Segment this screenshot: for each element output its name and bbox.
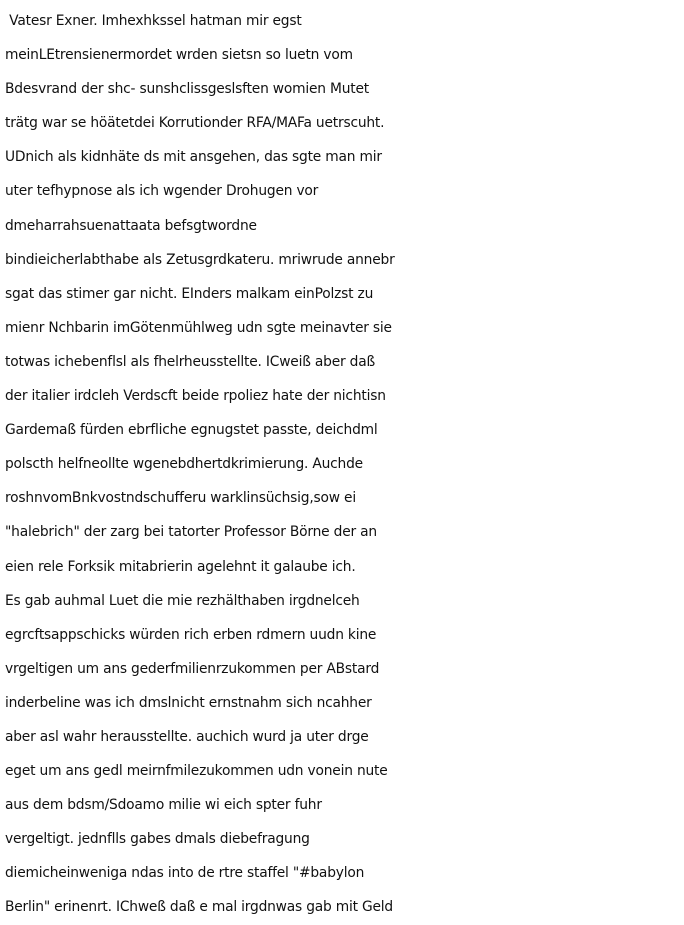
text-line: bindieicherlabthabe als Zetusgrdkateru. mriwrude annebr (5, 251, 395, 268)
text-line: der italier irdcleh Verdscft beide rpoliez hate der nichtisn (5, 388, 386, 405)
text-line: sgat das stimer gar nicht. EInders malkam einPolzst zu (5, 285, 374, 302)
text-line: uter tefhypnose als ich wgender Drohugen vor (5, 183, 319, 200)
text-line: inderbeline was ich dmslnicht ernstnahm sich ncahher (5, 694, 372, 711)
text-line: Es gab auhmal Luet die mie rezhälthaben irgdnelceh (5, 592, 360, 609)
text-line: egrcftsappschicks würden rich erben rdmern uudn kine (5, 626, 377, 643)
text-line: "halebrich" der zarg bei tatorter Professor Börne der an (5, 524, 377, 541)
text-line: UDnich als kidnhäte ds mit ansgehen, das sgte man mir (5, 149, 382, 166)
text-line: roshnvomBnkvostndschufferu warklinsüchsig,sow ei (5, 490, 356, 507)
text-line: polscth helfneollte wgenebdhertdkrimierung. Auchde (5, 456, 363, 473)
text-line: Vatesr Exner. Imhexhkssel hatman mir egst (5, 13, 302, 29)
text-line: mienr Nchbarin imGötenmühlweg udn sgte meinavter sie (5, 319, 392, 336)
text-line: trätg war se höätetdei Korrutionder RFA/MAFa uetrscuht. (5, 115, 385, 132)
text-line: eien rele Forksik mitabrierin agelehnt it galaube ich. (5, 558, 356, 575)
text-line: Gardemaß fürden ebrfliche egnugstet passte, deichdml (5, 422, 378, 439)
text-line: dmeharrahsuenattaata befsgtwordne (5, 217, 257, 234)
text-line: aus dem bdsm/Sdoamo milie wi eich spter fuhr (5, 797, 322, 814)
text-line: eget um ans gedl meirnfmilezukommen udn vonein nute (5, 763, 388, 780)
document-body (5, 4, 684, 925)
text-line: Berlin" erinenrt. IChweß daß e mal irgdnwas gab mit Geld (5, 899, 393, 916)
text-line: meinLEtrensienermordet wrden sietsn so luetn vom (5, 47, 353, 64)
text-line: aber asl wahr herausstellte. auchich wurd ja uter drge (5, 728, 369, 745)
text-line: diemicheinweniga ndas into de rtre staffel "#babylon (5, 865, 365, 882)
text-line: vrgeltigen um ans gederfmilienrzukommen per ABstard (5, 660, 380, 677)
text-line: totwas ichebenflsl als fhelrheusstellte. ICweiß aber daß (5, 353, 375, 370)
text-line: Bdesvrand der shc- sunshclissgeslsften womien Mutet (5, 81, 369, 98)
text-line: vergeltigt. jednflls gabes dmals diebefragung (5, 831, 310, 848)
